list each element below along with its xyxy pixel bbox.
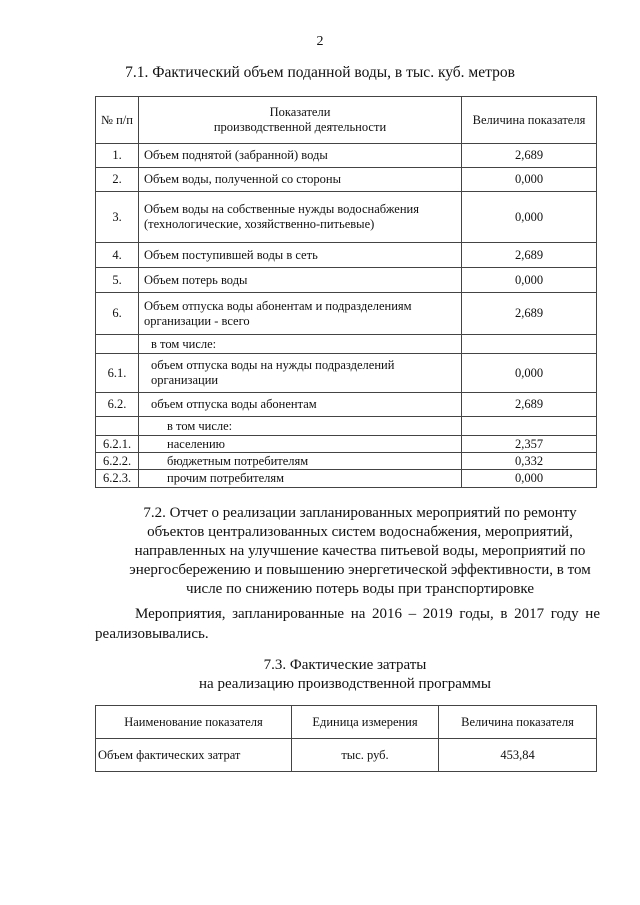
row-name: Объем фактических затрат bbox=[96, 739, 292, 772]
row-value: 0,000 bbox=[462, 470, 597, 488]
section-7-2-paragraph: Мероприятия, запланированные на 2016 – 2019 годы, в 2017 году не реализовывались. bbox=[95, 606, 600, 642]
header-indicator-line1: Показатели bbox=[269, 105, 331, 119]
row-num: 1. bbox=[96, 144, 139, 168]
row-label: Объем потерь воды bbox=[139, 268, 462, 293]
row-label: объем отпуска воды на нужды подразделений организации bbox=[139, 354, 462, 393]
row-unit: тыс. руб. bbox=[292, 739, 439, 772]
row-num: 4. bbox=[96, 243, 139, 268]
table-row bbox=[96, 436, 597, 453]
header-indicator-line2: производственной деятельности bbox=[213, 120, 387, 134]
section-7-3-title-line2: на реализацию производственной программы bbox=[199, 676, 491, 692]
row-num: 6.1. bbox=[96, 354, 139, 393]
row-value: 0,000 bbox=[462, 192, 597, 243]
row-num: 6.2. bbox=[96, 393, 139, 417]
section-7-1-title: 7.1. Фактический объем поданной воды, в тыс. куб. метров bbox=[125, 64, 515, 81]
row-num: 5. bbox=[96, 268, 139, 293]
table-row bbox=[96, 354, 597, 393]
row-label: Объем отпуска воды абонентам и подразделениям организации - всего bbox=[139, 293, 462, 335]
row-label: в том числе: bbox=[139, 417, 462, 436]
row-label: Объем поступившей воды в сеть bbox=[139, 243, 462, 268]
table-row bbox=[96, 144, 597, 168]
table-row bbox=[96, 739, 597, 772]
header-num: № п/п bbox=[96, 97, 139, 144]
row-label: Объем воды на собственные нужды водоснабжения (технологические, хозяйственно-питьевые) bbox=[139, 192, 462, 243]
table-row bbox=[96, 243, 597, 268]
row-value: 2,689 bbox=[462, 243, 597, 268]
row-num: 2. bbox=[96, 168, 139, 192]
row-value: 453,84 bbox=[439, 739, 597, 772]
row-num bbox=[96, 417, 139, 436]
row-value bbox=[462, 417, 597, 436]
row-value: 0,000 bbox=[462, 168, 597, 192]
row-value: 2,689 bbox=[462, 144, 597, 168]
header-unit: Единица измерения bbox=[292, 706, 439, 739]
row-value: 0,000 bbox=[462, 354, 597, 393]
row-num: 3. bbox=[96, 192, 139, 243]
table-row bbox=[96, 393, 597, 417]
row-num: 6.2.1. bbox=[96, 436, 139, 453]
table-row bbox=[96, 192, 597, 243]
table-row bbox=[96, 335, 597, 354]
header-indicator bbox=[139, 97, 462, 144]
row-num bbox=[96, 335, 139, 354]
row-value bbox=[462, 335, 597, 354]
table-row bbox=[96, 417, 597, 436]
row-num: 6.2.3. bbox=[96, 470, 139, 488]
table-row bbox=[96, 293, 597, 335]
costs-table bbox=[95, 705, 597, 772]
row-label: Объем воды, полученной со стороны bbox=[139, 168, 462, 192]
row-value: 2,689 bbox=[462, 393, 597, 417]
header-name: Наименование показателя bbox=[96, 706, 292, 739]
row-value: 0,000 bbox=[462, 268, 597, 293]
row-num: 6. bbox=[96, 293, 139, 335]
table-row bbox=[96, 470, 597, 488]
section-7-2-title: 7.2. Отчет о реализации запланированных мероприятий по ремонту объектов централизованных систем водоснабжения, мероприятий, направленных на улучшение качества питьевой воды, мероприятий по энергосбережению и повышению энергетической эффективности, в том числе по снижению потерь воды при транспортировке bbox=[129, 505, 591, 597]
row-label: в том числе: bbox=[139, 335, 462, 354]
section-7-3-title bbox=[0, 656, 640, 694]
row-value: 2,357 bbox=[462, 436, 597, 453]
row-value: 2,689 bbox=[462, 293, 597, 335]
row-label: объем отпуска воды абонентам bbox=[139, 393, 462, 417]
header-value: Величина показателя bbox=[462, 97, 597, 144]
row-label: Объем поднятой (забранной) воды bbox=[139, 144, 462, 168]
table-header-row bbox=[96, 97, 597, 144]
section-7-3-title-line1: 7.3. Фактические затраты bbox=[263, 657, 427, 673]
table-row bbox=[96, 268, 597, 293]
row-label: бюджетным потребителям bbox=[139, 453, 462, 470]
page-number: 2 bbox=[316, 34, 324, 49]
row-num: 6.2.2. bbox=[96, 453, 139, 470]
row-label: населению bbox=[139, 436, 462, 453]
table-row bbox=[96, 453, 597, 470]
row-label: прочим потребителям bbox=[139, 470, 462, 488]
row-value: 0,332 bbox=[462, 453, 597, 470]
table-row bbox=[96, 168, 597, 192]
water-volume-table bbox=[95, 96, 597, 488]
header-value: Величина показателя bbox=[439, 706, 597, 739]
table-header-row bbox=[96, 706, 597, 739]
